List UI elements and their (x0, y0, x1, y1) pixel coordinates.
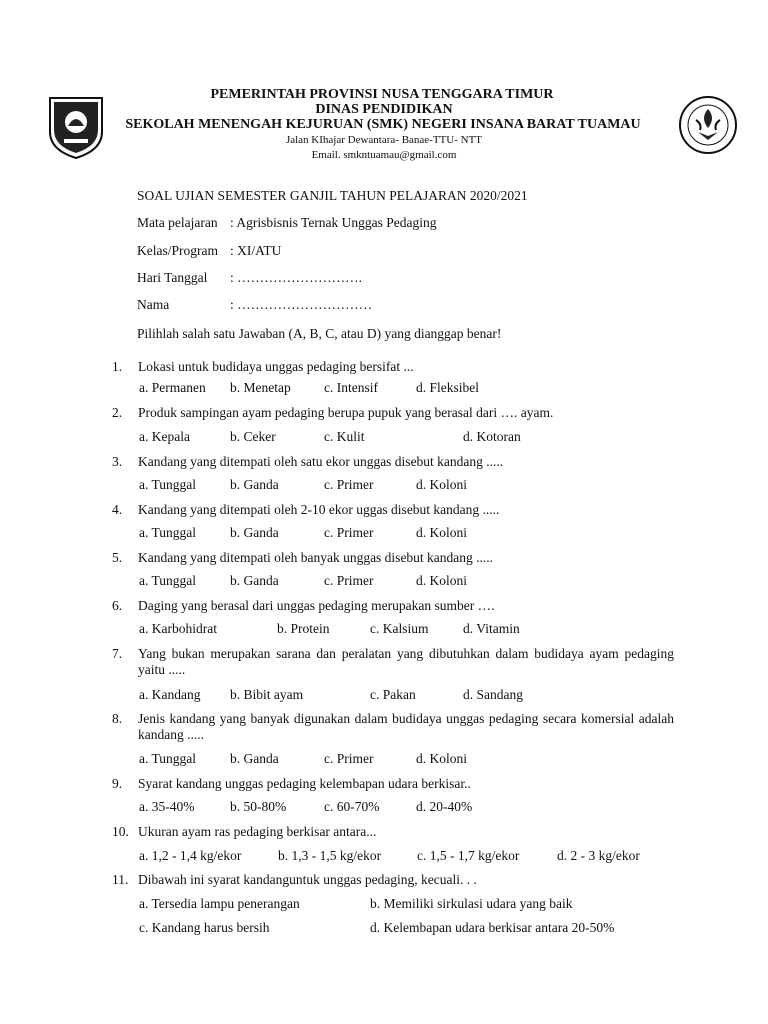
option-d: d. Koloni (416, 751, 468, 766)
header-department: DINAS PENDIDIKAN (315, 102, 453, 117)
option-c: c. Primer (324, 477, 374, 492)
option-d: d. Kelembapan udara berkisar antara 20-50% (370, 920, 615, 935)
question-number: 8. (112, 711, 123, 726)
question-text: Syarat kandang unggas pedaging kelembapan udara berkisar.. (138, 776, 471, 791)
question-number: 7. (112, 646, 123, 661)
option-a: a. Tunggal (139, 525, 197, 540)
option-d: d. Koloni (416, 525, 468, 540)
option-d: d. 20-40% (416, 799, 473, 814)
option-c: c. Intensif (324, 380, 378, 395)
question-text: Kandang yang ditempati oleh 2-10 ekor uggas disebut kandang ..... (138, 502, 500, 517)
question-text: Produk sampingan ayam pedaging berupa pupuk yang berasal dari …. ayam. (138, 405, 554, 420)
option-a: a. Tunggal (139, 477, 197, 492)
question-text: Kandang yang ditempati oleh satu ekor unggas disebut kandang ..... (138, 454, 504, 469)
option-b: b. Ganda (230, 573, 279, 588)
option-a: a. Kepala (139, 429, 190, 444)
question-number: 6. (112, 598, 123, 613)
option-b: b. Ganda (230, 477, 279, 492)
question-number: 1. (112, 359, 123, 374)
question-number: 2. (112, 405, 123, 420)
option-b: b. Protein (277, 621, 330, 636)
exam-title: SOAL UJIAN SEMESTER GANJIL TAHUN PELAJARAN 2020/2021 (137, 188, 528, 203)
field-label-class: Kelas/Program (137, 243, 218, 258)
option-a: a. Karbohidrat (139, 621, 217, 636)
option-b: b. Ceker (230, 429, 276, 444)
header-email: Email. smkntuamau@gmail.com (311, 149, 457, 161)
option-b: b. Memiliki sirkulasi udara yang baik (370, 896, 573, 911)
option-d: d. Fleksibel (416, 380, 479, 395)
option-d: d. Kotoran (463, 429, 521, 444)
option-d: d. Vitamin (463, 621, 520, 636)
option-a: a. Tunggal (139, 751, 197, 766)
question-text: Lokasi untuk budidaya unggas pedaging bersifat ... (138, 359, 414, 374)
question-number: 4. (112, 502, 123, 517)
option-a: a. Tunggal (139, 573, 197, 588)
question-text: Ukuran ayam ras pedaging berkisar antara... (138, 824, 377, 839)
exam-instruction: Pilihlah salah satu Jawaban (A, B, C, atau D) yang dianggap benar! (137, 326, 502, 341)
option-c: c. Kandang harus bersih (139, 920, 270, 935)
option-c: c. 60-70% (324, 799, 380, 814)
question-number: 5. (112, 550, 123, 565)
option-a: a. 1,2 - 1,4 kg/ekor (139, 848, 242, 863)
question-text: Daging yang berasal dari unggas pedaging merupakan sumber …. (138, 598, 495, 613)
question-text: Jenis kandang yang banyak digunakan dalam budidaya unggas pedaging secara komersial adalah kandang ..... (138, 711, 674, 742)
field-value-name: : ………………………… (230, 297, 373, 312)
option-a: a. 35-40% (139, 799, 195, 814)
option-b: b. Ganda (230, 751, 279, 766)
option-b: b. 1,3 - 1,5 kg/ekor (278, 848, 382, 863)
field-value-date: : ………………………. (230, 270, 363, 285)
question-text: Kandang yang ditempati oleh banyak unggas disebut kandang ..... (138, 550, 494, 565)
question-number: 3. (112, 454, 123, 469)
question-number: 11. (112, 872, 129, 887)
header-school-name: SEKOLAH MENENGAH KEJURUAN (SMK) NEGERI INSANA BARAT TUAMAU (125, 117, 641, 132)
question-text: Yang bukan merupakan sarana dan peralatan yang dibutuhkan dalam budidaya ayam pedaging yaitu ..... (138, 646, 674, 677)
option-b: b. Bibit ayam (230, 687, 304, 702)
option-c: c. Primer (324, 573, 374, 588)
option-d: d. Koloni (416, 477, 468, 492)
option-d: d. Sandang (463, 687, 523, 702)
option-c: c. Kalsium (370, 621, 429, 636)
field-label-name: Nama (137, 297, 170, 312)
question-number: 10. (112, 824, 129, 839)
field-value-class: : XI/ATU (230, 243, 282, 258)
option-d: d. 2 - 3 kg/ekor (557, 848, 640, 863)
option-c: c. Primer (324, 525, 374, 540)
option-a: a. Kandang (139, 687, 201, 702)
option-c: c. Primer (324, 751, 374, 766)
question-text: Dibawah ini syarat kandanguntuk unggas pedaging, kecuali. . . (138, 872, 477, 887)
question-number: 9. (112, 776, 123, 791)
option-a: a. Permanen (139, 380, 206, 395)
field-value-subject: : Agrisbisnis Ternak Unggas Pedaging (230, 215, 437, 230)
field-label-subject: Mata pelajaran (137, 215, 218, 230)
option-b: b. Menetap (230, 380, 291, 395)
option-c: c. Kulit (324, 429, 365, 444)
option-b: b. Ganda (230, 525, 279, 540)
option-b: b. 50-80% (230, 799, 287, 814)
header-address: Jalan KIhajar Dewantara- Banae-TTU- NTT (285, 134, 483, 146)
option-c: c. Pakan (370, 687, 416, 702)
option-c: c. 1,5 - 1,7 kg/ekor (417, 848, 520, 863)
option-a: a. Tersedia lampu penerangan (139, 896, 300, 911)
field-label-date: Hari Tanggal (137, 270, 208, 285)
header-government: PEMERINTAH PROVINSI NUSA TENGGARA TIMUR (210, 87, 554, 102)
option-d: d. Koloni (416, 573, 468, 588)
